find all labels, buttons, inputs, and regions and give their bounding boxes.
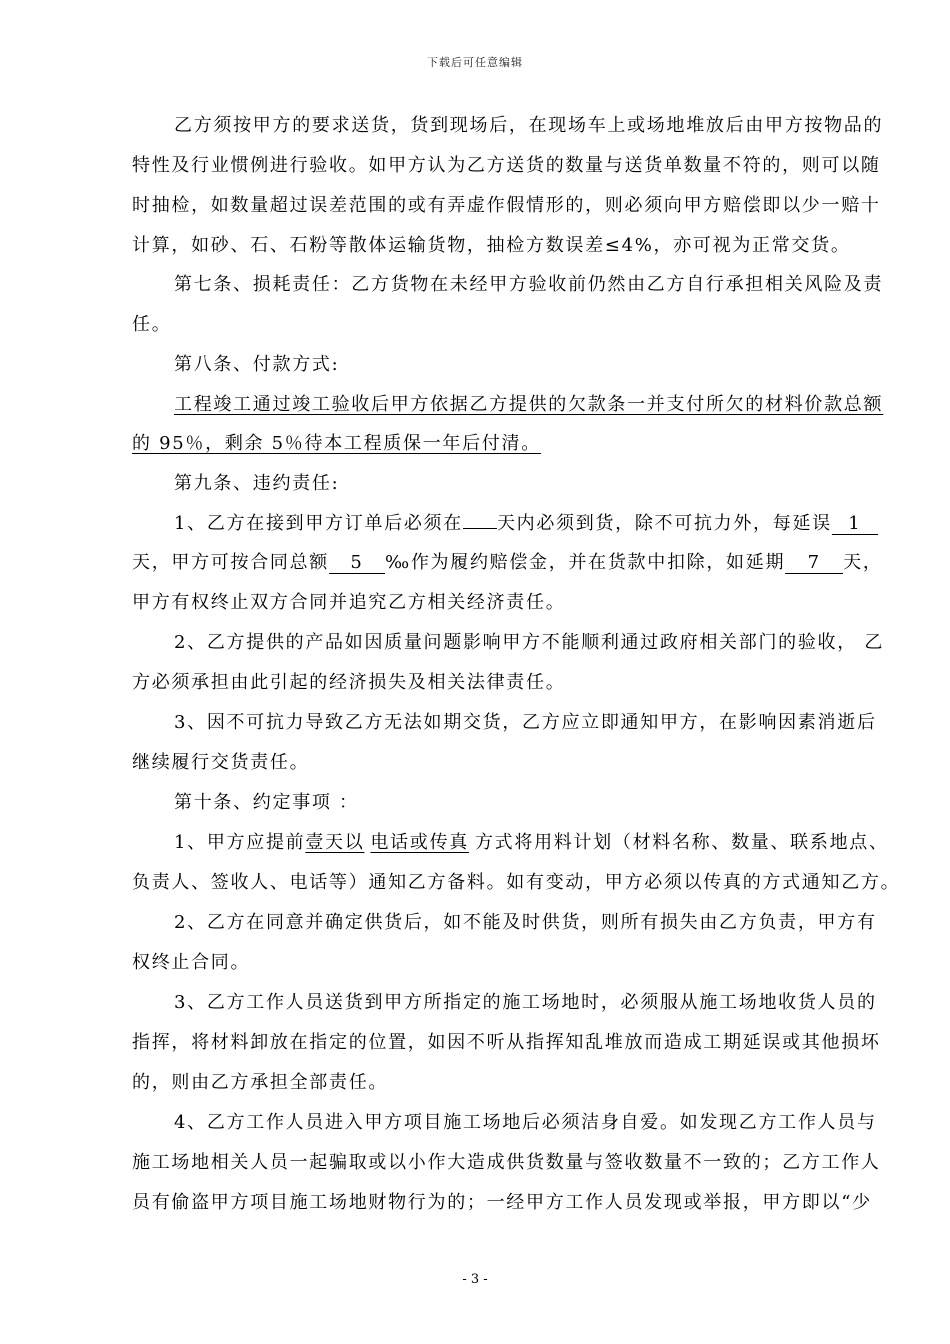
article-10-title: 第十条、约定事项 ： [174, 792, 359, 813]
article-9-item-2: 2、乙方提供的产品如因质量问题影响甲方不能顺利通过政府相关部门的验收， 乙 [174, 632, 885, 653]
blank-days-field [463, 528, 497, 529]
clause-text: 天， [843, 552, 883, 573]
notice-days-value: 壹天以 [305, 832, 365, 853]
article-10-item-3: 3、乙方工作人员送货到甲方所指定的施工场地时，必须服从施工场地收货人员的 [174, 992, 877, 1013]
article-9-title: 第九条、违约责任: [174, 473, 340, 494]
extension-days-value: 7 [785, 553, 843, 574]
paragraph-line: 时抽检，如数量超过误差范围的或有弄虚作假情形的，则必须向甲方赔偿即以少一赔十 [132, 195, 881, 216]
article-9-item-3: 3、因不可抗力导致乙方无法如期交货，乙方应立即通知甲方，在影响因素消逝后 [174, 712, 877, 733]
clause-text: 天，甲方可按合同总额 [132, 552, 329, 573]
article-9-item-1-cont [132, 551, 883, 575]
clause-text: 1、甲方应提前 [174, 832, 306, 853]
article-7-line: 第七条、损耗责任：乙方货物在未经甲方验收前仍然由乙方自行承担相关风险及责 [174, 274, 884, 295]
article-8-payment-line: 工程竣工通过竣工验收后甲方依据乙方提供的欠款条一并支付所欠的材料价款总额 [174, 394, 884, 415]
article-8-title: 第八条、付款方式: [174, 354, 340, 375]
clause-text: 1、乙方在接到甲方订单后必须在 [174, 513, 463, 534]
article-10-line: 员有偷盗甲方项目施工场地财物行为的；一经甲方工作人员发现或举报，甲方即以“少 [132, 1192, 872, 1213]
article-9-line: 继续履行交货责任。 [132, 752, 310, 773]
article-9-line: 甲方有权终止双方合同并追究乙方相关经济责任。 [132, 592, 566, 613]
clause-text: 方式将用料计划（材料名称、数量、联系地点、 [474, 832, 889, 853]
paragraph-line: 特性及行业惯例进行验收。如甲方认为乙方送货的数量与送货单数量不符的，则可以随 [132, 155, 881, 176]
clause-text: ‰作为履约赔偿金，并在货款中扣除，如延期 [385, 552, 786, 573]
article-10-line: 的，则由乙方承担全部责任。 [132, 1072, 389, 1093]
article-9-item-1 [174, 512, 878, 536]
article-10-line: 权终止合同。 [132, 952, 251, 973]
clause-text: 天内必须到货，除不可抗力外，每延误 [496, 513, 832, 534]
article-8-payment-line: 的 95％，剩余 5％待本工程质保一年后付清。 [132, 433, 541, 454]
article-10-line: 指挥，将材料卸放在指定的位置，如因不听从指挥知乱堆放而造成工期延误或其他损坏 [132, 1032, 881, 1053]
penalty-rate-value: 5 [329, 553, 385, 574]
article-10-item-4: 4、乙方工作人员进入甲方项目施工场地后必须洁身自爱。如发现乙方工作人员与 [174, 1112, 877, 1133]
page-header: 下载后可任意编辑 [427, 56, 523, 69]
article-10-item-1 [174, 831, 889, 855]
notice-method-value: 电话或传真 [370, 832, 469, 853]
page-number: - 3 - [462, 1272, 488, 1287]
article-9-line: 方必须承担由此引起的经济损失及相关法律责任。 [132, 672, 566, 693]
article-10-line: 施工场地相关人员一起骗取或以小作大造成供货数量与签收数量不一致的；乙方工作人 [132, 1152, 881, 1173]
article-10-line: 负责人、签收人、电话等）通知乙方备料。如有变动，甲方必须以传真的方式通知乙方。 [132, 872, 901, 893]
delay-days-value: 1 [832, 514, 878, 535]
paragraph-line: 乙方须按甲方的要求送货，货到现场后，在现场车上或场地堆放后由甲方按物品的 [174, 115, 884, 136]
article-7-line: 任。 [132, 314, 172, 335]
paragraph-line: 计算，如砂、石、石粉等散体运输货物，抽检方数误差≤4%，亦可视为正常交货。 [132, 235, 851, 256]
article-10-item-2: 2、乙方在同意并确定供货后，如不能及时供货，则所有损失由乙方负责，甲方有 [174, 912, 877, 933]
